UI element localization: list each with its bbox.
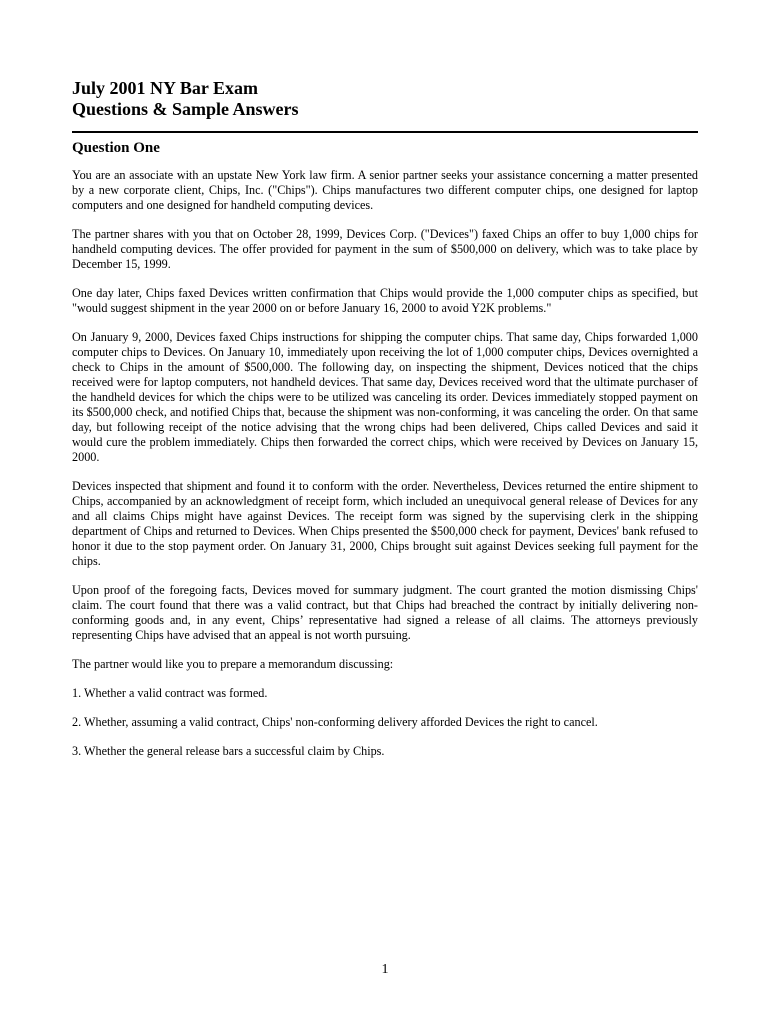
document-title-line-1: July 2001 NY Bar Exam	[72, 78, 259, 98]
paragraph: One day later, Chips faxed Devices written confirmation that Chips would provide the 1,000 computer chips as specified, but "would suggest shipment in the year 2000 on or before January 16, 2000 to avoid Y2K problems."	[72, 286, 698, 315]
paragraph: The partner would like you to prepare a memorandum discussing:	[72, 657, 394, 671]
paragraph: You are an associate with an upstate New York law firm. A senior partner seeks your assistance concerning a matter presented by a new corporate client, Chips, Inc. ("Chips"). Chips manufactures two different computer chips, one designed for laptop computers and one designed for handheld computing devices.	[72, 168, 698, 212]
paragraph: Devices inspected that shipment and found it to conform with the order. Nevertheless, Devices returned the entire shipment to Chips, accompanied by an acknowledgment of receipt form, which included an unequivocal general release of Devices for any and all claims Chips might have against Devices. The receipt form was signed by the supervising clerk in the shipping department of Chips and returned to Devices. When Chips presented the $500,000 check for payment, Devices' bank refused to honor it due to the stop payment order. On January 31, 2000, Chips brought suit against Devices seeking full payment for the chips.	[72, 479, 698, 568]
page-number: 1	[381, 962, 389, 977]
list-item: 3. Whether the general release bars a successful claim by Chips.	[72, 744, 385, 758]
list-item: 1. Whether a valid contract was formed.	[72, 686, 268, 700]
section-title: Question One	[72, 140, 160, 156]
title-divider	[72, 131, 698, 133]
document-title-line-2: Questions & Sample Answers	[72, 99, 299, 119]
document-page	[72, 78, 698, 773]
paragraph: Upon proof of the foregoing facts, Devices moved for summary judgment. The court granted the motion dismissing Chips' claim. The court found that there was a valid contract, but that Chips had breached the contract by initially delivering non-conforming goods and, in any event, Chips’ representative had signed a release of all claims. The attorneys previously representing Chips have advised that an appeal is not worth pursuing.	[72, 583, 698, 642]
list-item: 2. Whether, assuming a valid contract, Chips' non-conforming delivery afforded Devices the right to cancel.	[72, 715, 598, 729]
paragraph: The partner shares with you that on October 28, 1999, Devices Corp. ("Devices") faxed Chips an offer to buy 1,000 chips for handheld computing devices. The offer provided for payment in the sum of $500,000 on delivery, which was to take place by December 15, 1999.	[72, 227, 698, 271]
paragraph: On January 9, 2000, Devices faxed Chips instructions for shipping the computer chips. That same day, Chips forwarded 1,000 computer chips to Devices. On January 10, immediately upon receiving the lot of 1,000 computer chips, Devices overnighted a check to Chips in the amount of $500,000. The following day, on inspecting the shipment, Devices noticed that the chips received were for laptop computers, not handheld devices. That same day, Devices received word that the ultimate purchaser of the handheld devices for which the chips were to be utilized was canceling its order. Devices immediately stopped payment on its $500,000 check, and notified Chips that, because the shipment was non-conforming, it was canceling the order. On that same day, but following receipt of the notice advising that the wrong chips had been delivered, Chips called Devices and said it would cure the problem immediately. Chips then forwarded the correct chips, which were received by Devices on January 15, 2000.	[72, 330, 698, 464]
